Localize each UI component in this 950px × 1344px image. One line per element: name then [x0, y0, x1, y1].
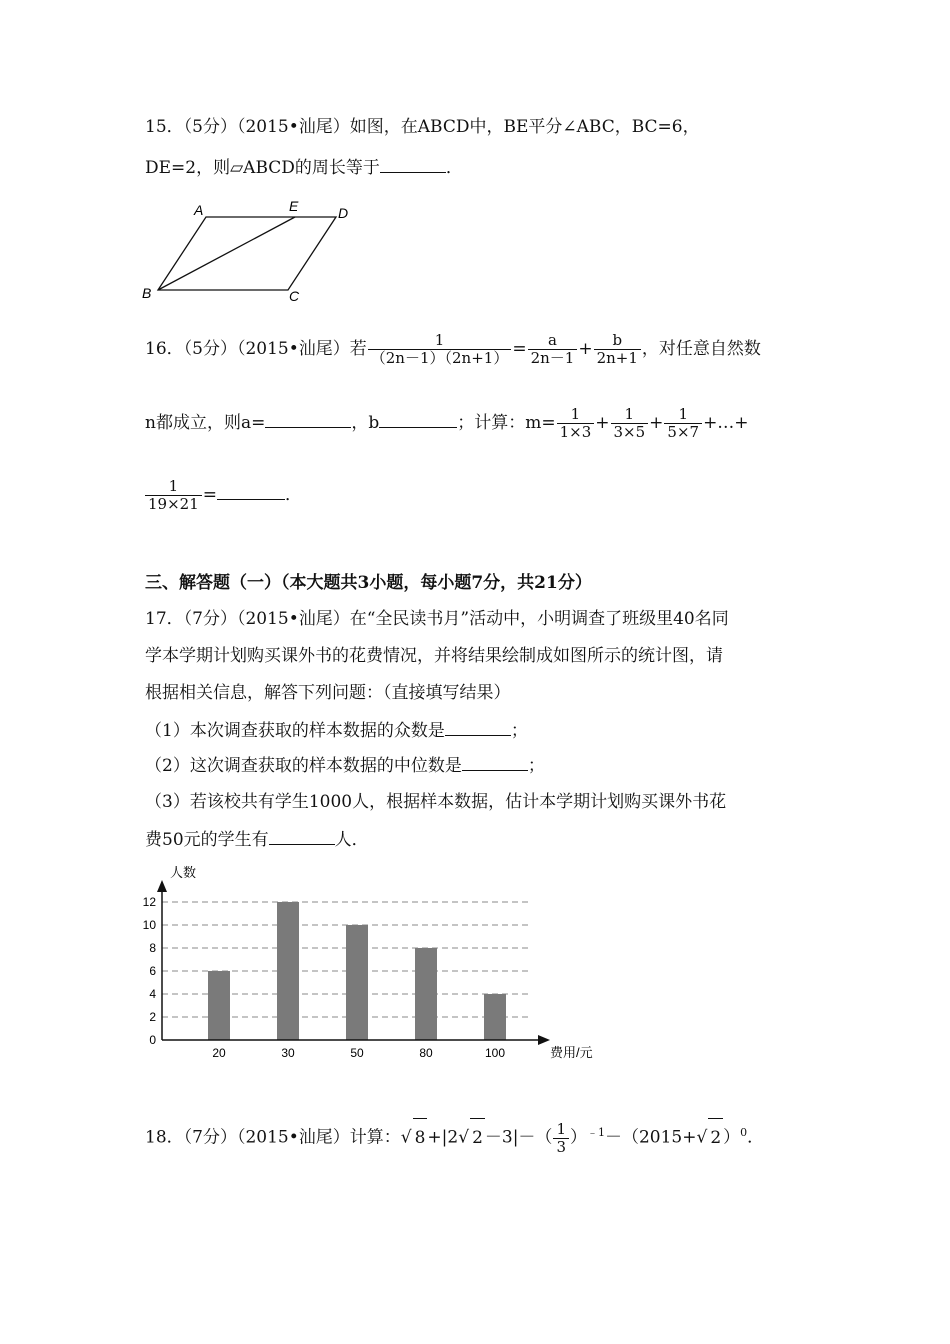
q16-sum-term-2	[611, 406, 649, 441]
q16-blank-a[interactable]	[265, 411, 351, 428]
q18-sqrt-8: 8	[413, 1118, 428, 1157]
q16-prefix: 16．（5分）（2015•汕尾）若	[145, 339, 367, 359]
bar-80	[415, 948, 437, 1040]
q17-blank-1[interactable]	[445, 719, 511, 736]
x-tick-label: 20	[212, 1046, 226, 1060]
q16-sum-term-2-num: 1	[611, 406, 649, 424]
label-d: D	[338, 205, 349, 221]
y-tick-label: 2	[149, 1010, 156, 1024]
q16-blank-m[interactable]	[217, 483, 285, 500]
q18-frac-den: 3	[556, 1137, 566, 1156]
parallelogram-abcd	[158, 217, 336, 290]
q18-frac-one-third	[553, 1121, 569, 1156]
q16-frac-3-num: b	[594, 332, 641, 350]
q18-sqrt-2a: 2	[470, 1118, 485, 1157]
label-a: A	[194, 202, 204, 218]
q17-line2: 学本学期计划购买课外书的花费情况，并将结果绘制成如图所示的统计图，请	[145, 646, 723, 666]
q17-sub2-text: （2）这次调查获取的样本数据的中位数是	[145, 756, 462, 776]
q16-sum-term-3-den: 5×7	[667, 423, 700, 441]
q16-line1	[145, 332, 761, 367]
q16-frac-3-den: 2n+1	[596, 349, 638, 367]
q15-line1: 15．（5分）（2015•汕尾）如图，在ABCD中，BE平分∠ABC，BC=6，	[145, 117, 700, 137]
q16-frac-1-den: （2n－1）（2n+1）	[370, 349, 509, 367]
x-tick-label: 80	[419, 1046, 433, 1060]
y-tick-label: 0	[149, 1033, 156, 1047]
q15-line2-end: ．	[445, 158, 463, 178]
y-tick-label: 6	[149, 964, 156, 978]
q16-sum-term-last-num: 1	[145, 478, 202, 496]
q16-sum-term-2-den: 3×5	[613, 423, 646, 441]
q15-line2-text: DE=2，则▱ABCD的周长等于	[145, 158, 380, 178]
q17-sub3b-text: 费50元的学生有	[145, 830, 269, 850]
q18-exponent-0: 0	[740, 1126, 748, 1139]
bar-30	[277, 902, 299, 1040]
q17-line1: 17．（7分）（2015•汕尾）在“全民读书月”活动中，小明调查了班级里40名同	[145, 609, 729, 629]
q15-answer-blank[interactable]	[380, 156, 446, 173]
q16-frac-2	[528, 332, 578, 367]
q16-frac-1	[368, 332, 512, 367]
y-tick-label: 10	[142, 918, 156, 932]
q17-sub3b-end: 人．	[334, 830, 369, 850]
q18-sqrt-2b: 2	[708, 1118, 723, 1157]
q16-sum-term-1	[557, 406, 595, 441]
q16-frac-2-num: a	[528, 332, 578, 350]
y-tick-label: 4	[149, 987, 156, 1001]
q18-frac-num: 1	[553, 1121, 569, 1139]
q18-close: ）	[723, 1127, 741, 1148]
q16-sum-term-3-num: 1	[664, 406, 702, 424]
q16-line2-b: ，b	[351, 413, 380, 433]
q15-parallelogram-figure	[140, 195, 370, 307]
q17-sub1-end: ；	[510, 721, 528, 741]
y-axis-arrow	[157, 880, 167, 892]
label-c: C	[289, 288, 300, 304]
section-title: 三、解答题（一）（本大题共3小题，每小题7分，共21分）	[145, 573, 592, 593]
y-tick-label: 8	[149, 941, 156, 955]
q16-sum-term-last-den: 19×21	[148, 495, 199, 513]
q18-exponent-neg1: ﹣1	[586, 1126, 605, 1139]
label-b: B	[142, 285, 152, 301]
x-axis-arrow	[538, 1035, 550, 1045]
y-tick-label: 12	[142, 895, 156, 909]
q16-sum-term-last	[145, 478, 202, 513]
q16-line3: $\frac{1}{19\times 21}$ = ．	[145, 478, 302, 513]
q17-sub3b	[145, 828, 369, 851]
q16-eq: =	[512, 339, 527, 359]
bar-50	[346, 925, 368, 1040]
x-tick-label: 50	[350, 1046, 364, 1060]
chart-y-ticks	[143, 895, 157, 1047]
q18-line: 18．（7分）（2015•汕尾）计算：√ 8 +|2√ 2 －3|－（ $\frac{1}{3}$ ）$^{﹣1}$－（2015+√ 2 ）$^0$．	[145, 1119, 765, 1156]
chart-x-ticks	[212, 1046, 505, 1060]
q16-end: ．	[285, 485, 302, 505]
q17-sub2-end: ；	[527, 756, 545, 776]
x-axis-label: 费用/元	[550, 1045, 593, 1060]
q18-abs-close: －3|－（	[484, 1127, 553, 1148]
q16-ellipsis: +…+	[703, 413, 749, 433]
label-e: E	[289, 198, 299, 214]
q16-line2-c: ；计算：m=	[457, 413, 556, 433]
q16-line2: n都成立，则a= ，b ；计算：m= $\frac{1}{1\times 3}$ + $\frac{1}{3\times 5}$ + $\frac{1}{5\times 7}$ +…+	[145, 405, 749, 441]
q17-blank-2[interactable]	[462, 754, 528, 771]
bar-20	[208, 971, 230, 1040]
x-tick-label: 100	[484, 1046, 506, 1060]
q18-mid: －（2015+	[604, 1127, 697, 1148]
q17-sub2	[145, 754, 545, 777]
q16-plus: +	[578, 339, 593, 359]
q16-frac-1-num: 1	[368, 332, 512, 350]
q18-abs-open: +|2	[427, 1127, 459, 1148]
y-axis-label: 人数	[170, 865, 197, 880]
q16-suffix: ，对任意自然数	[641, 339, 761, 359]
q16-blank-b[interactable]	[379, 411, 457, 428]
q17-sub1-text: （1）本次调查获取的样本数据的众数是	[145, 721, 445, 741]
bar-100	[484, 994, 506, 1040]
q16-frac-3	[594, 332, 641, 367]
q16-sum-term-1-den: 1×3	[559, 423, 592, 441]
q17-line3: 根据相关信息，解答下列问题：（直接填写结果）	[145, 683, 511, 703]
segment-be	[158, 217, 295, 290]
q17-blank-3[interactable]	[269, 828, 335, 845]
q15-line2	[145, 156, 463, 179]
q17-sub1	[145, 719, 528, 742]
q18-prefix: 18．（7分）（2015•汕尾）计算：	[145, 1127, 401, 1148]
x-tick-label: 30	[281, 1046, 295, 1060]
q16-frac-2-den: 2n－1	[530, 349, 575, 367]
q17-sub3: （3）若该校共有学生1000人，根据样本数据，估计本学期计划购买课外书花	[145, 792, 727, 812]
q18-end: ．	[747, 1127, 765, 1148]
q16-sum-term-3	[664, 406, 702, 441]
q16-sum-term-1-num: 1	[557, 406, 595, 424]
q17-bar-chart	[130, 858, 610, 1068]
q16-line2-a: n都成立，则a=	[145, 413, 266, 433]
